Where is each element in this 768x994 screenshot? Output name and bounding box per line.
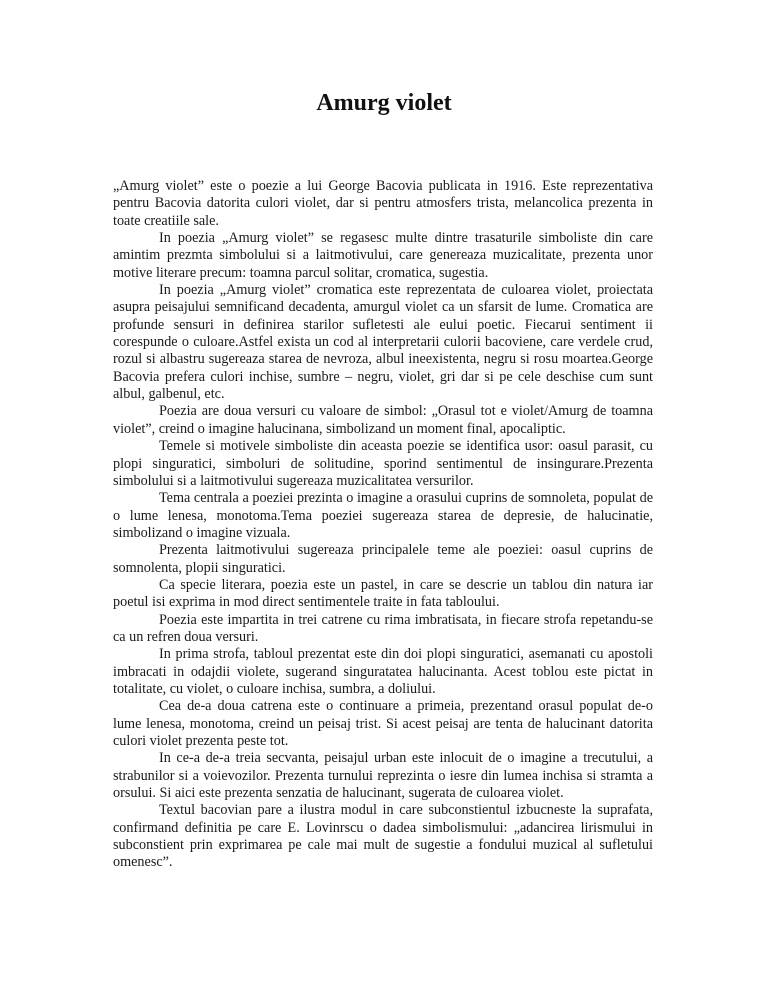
paragraph: Temele si motivele simboliste din aceasta poezie se identifica usor: oasul parasit, cu plopi singuratici, simboluri de solitudine, sporind sentimentul de insingurare.Prezenta simbolului si a laitmotivului sugereaza muzicalitatea versurilor. <box>113 438 653 489</box>
paragraph: Prezenta laitmotivului sugereaza principalele teme ale poeziei: oasul cuprins de somnolenta, plopii singuratici. <box>113 542 653 576</box>
document-body <box>113 178 653 872</box>
paragraph: Poezia are doua versuri cu valoare de simbol: „Orasul tot e violet/Amurg de toamna violet”, creind o imagine halucinana, simbolizand un moment final, apocaliptic. <box>113 403 653 437</box>
paragraph: In poezia „Amurg violet” se regasesc multe dintre trasaturile simboliste din care amintim prezmta simbolului si a laitmotivului, care genereaza muzicalitate, prezenta unor motive literare precum: toamna parcul solitar, cromatica, sugestia. <box>113 230 653 281</box>
document-title: Amurg violet <box>316 90 452 116</box>
paragraph: Tema centrala a poeziei prezinta o imagine a orasului cuprins de somnoleta, populat de o lume lenesa, monotoma.Tema poeziei sugereaza starea de depresie, de halucinatie, simbolizand o imagine vizuala. <box>113 490 653 541</box>
paragraph: Ca specie literara, poezia este un pastel, in care se descrie un tablou din natura iar poetul isi exprima in mod direct sentimentele traite in fata tabloului. <box>113 576 653 611</box>
paragraph: In poezia „Amurg violet” cromatica este reprezentata de culoarea violet, proiectata asupra peisajului semnificand decadenta, amurgul violet ca un sfarsit de lume. Cromatica are profunde sensuri in definirea starilor sufletesti ale eului poetic. Fiecarui sentiment ii corespunde o culoare.Astfel exista un cod al interpretarii culorii bacoviene, care verdele crud, rozul si albastru sugereaza starea de nevroza, albul ineexistenta, negru si rosu moartea.George Bacovia prefera culori inchise, sumbre – negru, violet, gri dar si pe cele deschise cum sunt albul, galbenul, etc. <box>113 282 653 403</box>
paragraph: Textul bacovian pare a ilustra modul in care subconstientul izbucneste la suprafata, confirmand definitia pe care E. Lovinrscu o dadea simbolismului: „adancirea lirismului in subconstient prin exprimarea pe cale mai mult de sugestie a fondului muzical al sufletului omenesc”. <box>113 802 653 871</box>
paragraph-intro: „Amurg violet” este o poezie a lui George Bacovia publicata in 1916. Este reprezentativa pentru Bacovia datorita culori violet, dar si pentru atmosfers trista, melancolica prezenta in toate creatiile sale. <box>113 178 653 229</box>
paragraph: In ce-a de-a treia secvanta, peisajul urban este inlocuit de o imagine a trecutului, a strabunilor si a voievozilor. Prezenta turnului reprezinta o iesre din lumea inchisa si stramta a orsului. Si aici este prezenta senzatia de halucinant, sugerata de culoarea violet. <box>113 750 653 802</box>
paragraph: Poezia este impartita in trei catrene cu rima imbratisata, in fiecare strofa repetandu-se ca un refren doua versuri. <box>113 611 653 645</box>
paragraph: In prima strofa, tabloul prezentat este din doi plopi singuratici, asemanati cu apostoli imbracati in odajdii violete, sugerand singuratatea halucinanta. Acest toblou este pictat in totalitate, cu violet, o culoare inchisa, sumbra, a doliului. <box>113 646 653 697</box>
paragraph: Cea de-a doua catrena este o continuare a primeia, prezentand orasul populat de-o lume lenesa, monotoma, creind un peisaj trist. Si acest peisaj are tenta de halucinant datorita culori violet prezenta peste tot. <box>113 698 653 749</box>
